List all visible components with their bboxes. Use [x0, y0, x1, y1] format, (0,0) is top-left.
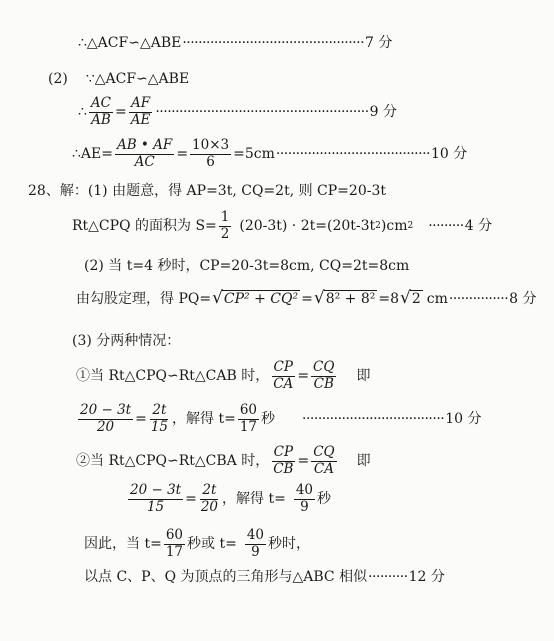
line-4-ae: ∴AE= $\frac{AB • AF}{AC}$ = $\frac{10\times 3}{6}$ =5cm ······································· 10 分 — [72, 137, 468, 170]
fraction: $\frac{60}{17}$ — [239, 402, 258, 435]
line-2 — [48, 72, 189, 86]
dot-leader: ·············································· — [182, 35, 365, 51]
line-area: Rt△CPQ 的面积为 S= $\frac{1}{2}$ (20-3t) · 2t=(20t-3t 2 )cm 2 ········· 4 分 — [72, 209, 493, 242]
line-case-2: ②当 Rt△CPQ∽Rt△CBA 时， $\frac{CP}{CB}$ = $\frac{CQ}{CA}$ 即 — [76, 444, 371, 477]
fraction: $\frac{CP}{CA}$ — [273, 359, 294, 392]
line-case-2-solve: $\frac{20 - 3t}{15}$ = $\frac{2t}{20}$ ，解得 t= $\frac{40}{9}$ 秒 — [130, 482, 332, 515]
dot-leader: ······································· — [275, 146, 430, 163]
line-part3: (3) 分两种情况： — [72, 333, 181, 349]
dot-leader: ·········· — [368, 569, 408, 585]
dot-leader: ······················································ — [155, 104, 369, 121]
question-28-header: 28、解：(1) 由题意，得 AP=3t, CQ=2t, 则 CP=20-3t — [28, 183, 386, 199]
score-label: 9 分 — [369, 104, 398, 121]
fraction: $\frac{40}{9}$ — [246, 527, 264, 560]
fraction: $\frac{10\times 3}{6}$ — [192, 137, 230, 170]
sqrt: √ 8² + 8² — [313, 288, 376, 308]
premise-similar: ∵△ACF∽△ABE — [85, 71, 190, 87]
line-part2: (2) 当 t=4 秒时，CP=20-3t=8cm, CQ=2t=8cm — [84, 258, 410, 274]
line-pythagoras: 由勾股定理，得 PQ= √ CP² + CQ² = √ 8² + 8² =8 √ 2 cm ··············· 8 分 — [76, 288, 537, 308]
fraction: $\frac{AB • AF}{AC}$ — [116, 137, 173, 170]
score-label: 4 分 — [464, 218, 493, 235]
dot-leader: ···································· — [302, 411, 445, 428]
score-label: 7 分 — [365, 35, 393, 51]
score-label: 8 分 — [509, 290, 537, 307]
score-label: 12 分 — [408, 569, 445, 585]
line-1 — [78, 36, 392, 50]
line-case-1-solve: $\frac{20 - 3t}{20}$ = $\frac{2t}{15}$ ，解得 t= $\frac{60}{17}$ 秒 ···································· 10 分 — [80, 402, 482, 435]
fraction: $\frac{20 - 3t}{20}$ — [80, 402, 132, 435]
fraction: $\frac{1}{2}$ — [220, 209, 230, 242]
sqrt: √ 2 — [400, 288, 421, 308]
fraction: $\frac{2t}{15}$ — [150, 402, 169, 435]
dot-leader: ········· — [428, 218, 464, 235]
fraction: $\frac{60}{17}$ — [165, 527, 183, 560]
fraction: $\frac{40}{9}$ — [295, 482, 314, 515]
line-3-ratio: ∴ $\frac{AC}{AB}$ = $\frac{AF}{AE}$ ······················································ 9 分 — [78, 95, 398, 128]
fraction: $\frac{AC}{AB}$ — [90, 95, 112, 128]
fraction: $\frac{20 - 3t}{15}$ — [130, 482, 182, 515]
fraction: $\frac{2t}{20}$ — [200, 482, 219, 515]
fraction: $\frac{CP}{CB}$ — [273, 444, 294, 477]
fraction: $\frac{CQ}{CB}$ — [313, 359, 335, 392]
conclusion-similar: ∴△ACF∽△ABE — [78, 35, 182, 51]
fraction: $\frac{CQ}{CA}$ — [313, 444, 335, 477]
line-therefore: 因此，当 t= $\frac{60}{17}$ 秒或 t= $\frac{40}{9}$ 秒时， — [84, 527, 310, 560]
part-label: (2) — [48, 71, 68, 87]
score-label: 10 分 — [430, 146, 468, 163]
fraction: $\frac{AF}{AE}$ — [130, 95, 151, 128]
line-conclusion: 以点 C、P、Q 为顶点的三角形与△ABC 相似 ·········· 12 分 — [84, 569, 445, 585]
dot-leader: ··············· — [448, 290, 509, 307]
line-case-1: ①当 Rt△CPQ∽Rt△CAB 时， $\frac{CP}{CA}$ = $\frac{CQ}{CB}$ 即 — [76, 359, 371, 392]
sqrt: √ CP² + CQ² — [212, 288, 299, 308]
score-label: 10 分 — [445, 411, 482, 428]
